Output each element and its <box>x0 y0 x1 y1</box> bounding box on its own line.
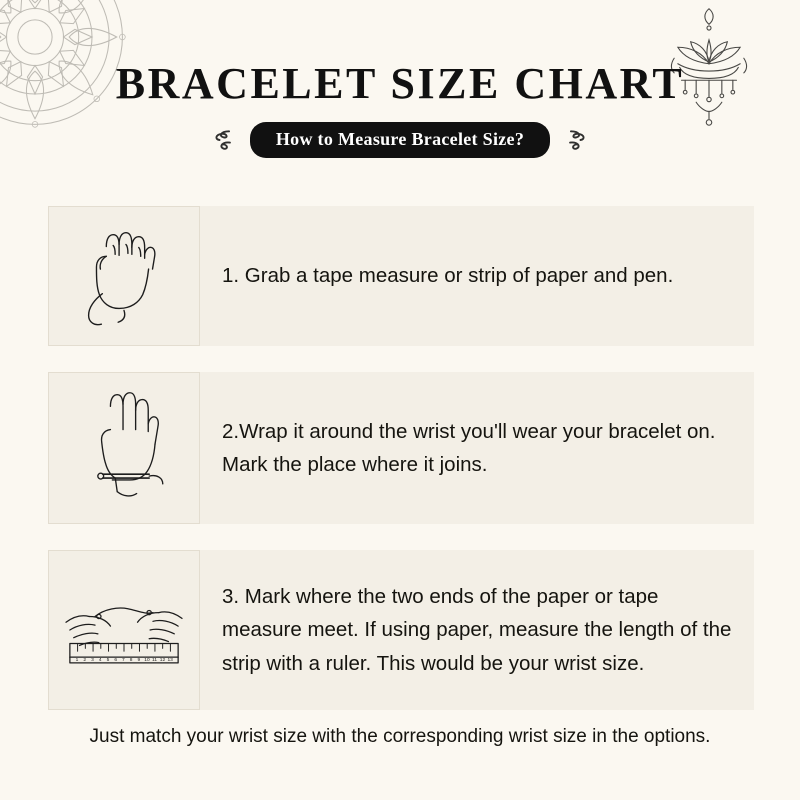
svg-text:6: 6 <box>114 657 118 663</box>
list-item <box>48 206 754 346</box>
step-3-textbox <box>200 550 754 710</box>
svg-text:2: 2 <box>83 657 87 663</box>
svg-text:10: 10 <box>144 657 150 663</box>
list-item <box>48 372 754 524</box>
svg-text:5: 5 <box>106 657 110 663</box>
step-2-textbox <box>200 372 754 524</box>
step-3-text: 3. Mark where the two ends of the paper or tape measure meet. If using paper, measure the length of the strip with a ruler. This would be your wrist size. <box>222 585 732 675</box>
svg-text:3: 3 <box>91 657 94 663</box>
svg-text:1: 1 <box>75 657 79 663</box>
hand-fist-icon <box>65 217 183 335</box>
svg-text:4: 4 <box>98 657 102 663</box>
flourish-left-icon <box>210 127 236 153</box>
step-1-illustration <box>48 206 200 346</box>
steps-list <box>48 206 754 736</box>
hand-with-tape-icon <box>65 385 183 511</box>
step-1-textbox <box>200 206 754 346</box>
subtitle-pill: How to Measure Bracelet Size? <box>250 122 550 158</box>
subtitle-row <box>0 122 800 158</box>
svg-text:13: 13 <box>167 657 173 663</box>
footer-note: Just match your wrist size with the corresponding wrist size in the options. <box>89 726 711 747</box>
page-title: BRACELET SIZE CHART <box>115 59 685 108</box>
flourish-right-icon <box>564 127 590 153</box>
svg-text:7: 7 <box>122 657 125 663</box>
step-2-text: 2.Wrap it around the wrist you'll wear your bracelet on. Mark the place where it joins. <box>222 419 716 476</box>
step-3-illustration <box>48 550 200 710</box>
step-2-illustration <box>48 372 200 524</box>
svg-text:9: 9 <box>137 657 141 663</box>
svg-text:11: 11 <box>152 657 158 663</box>
step-1-text: 1. Grab a tape measure or strip of paper and pen. <box>222 264 674 288</box>
svg-text:8: 8 <box>129 657 133 663</box>
svg-text:12: 12 <box>159 657 166 663</box>
ruler-measuring-icon <box>55 572 193 688</box>
list-item <box>48 550 754 710</box>
